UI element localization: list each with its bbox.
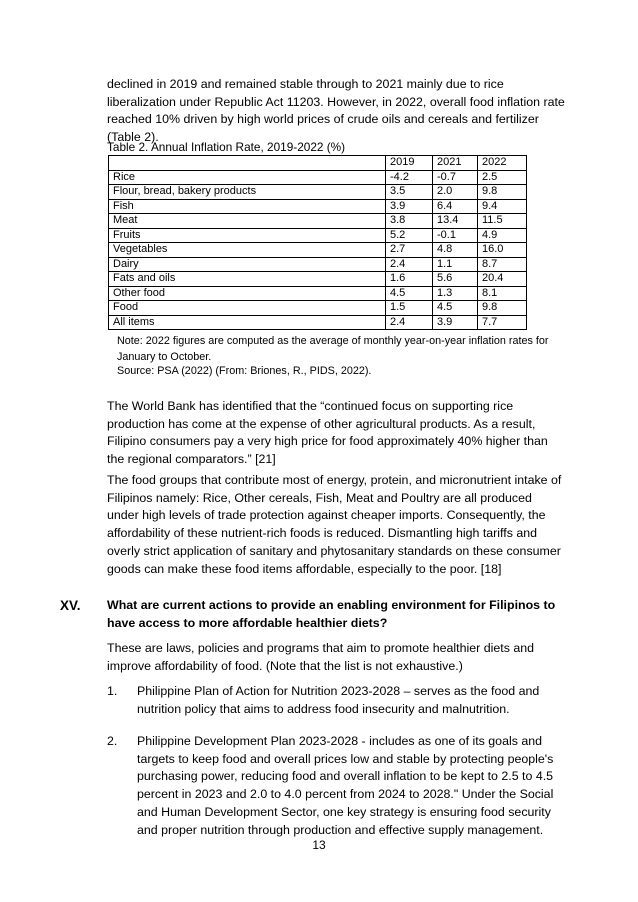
value-cell: 8.7 [478, 257, 527, 272]
list-item-number: 2. [107, 734, 118, 748]
table-row [109, 257, 527, 272]
category-cell: Other food [109, 286, 386, 301]
year-header: 2019 [386, 156, 433, 171]
table-row [109, 301, 527, 316]
value-cell: -0.7 [433, 170, 478, 185]
table-row [109, 170, 527, 185]
value-cell: 2.5 [478, 170, 527, 185]
value-cell: 13.4 [433, 214, 478, 229]
value-cell: 2.0 [433, 185, 478, 200]
table-header-row [109, 156, 527, 171]
value-cell: -4.2 [386, 170, 433, 185]
value-cell: 4.8 [433, 243, 478, 258]
page-number: 13 [312, 838, 326, 852]
year-header: 2021 [433, 156, 478, 171]
category-cell: Fruits [109, 228, 386, 243]
intro-paragraph: declined in 2019 and remained stable through to 2021 mainly due to rice liberalization under Republic Act 11203. However, in 2022, overall food inflation rate reached 10% driven by high world prices of crude oils and cereals and fertilizer (Table 2). [107, 77, 565, 145]
table-row [109, 228, 527, 243]
table-row [109, 243, 527, 258]
value-cell: 2.7 [386, 243, 433, 258]
value-cell: 1.3 [433, 286, 478, 301]
world-bank-paragraph: The World Bank has identified that the “continued focus on supporting rice production has come at the expense of other agricultural products. As a result, Filipino consumers pay a very high price for food approximately 40% higher than the regional comparators.” [21] [107, 399, 548, 467]
category-cell: Dairy [109, 257, 386, 272]
value-cell: 9.8 [478, 301, 527, 316]
table-row [109, 214, 527, 229]
table-row [109, 185, 527, 200]
value-cell: 5.6 [433, 272, 478, 287]
table-note: Note: 2022 figures are computed as the average of monthly year-on-year inflation rates for January to October. [117, 335, 549, 363]
value-cell: -0.1 [433, 228, 478, 243]
table-corner-cell [109, 156, 386, 171]
value-cell: 5.2 [386, 228, 433, 243]
value-cell: 3.5 [386, 185, 433, 200]
value-cell: 9.4 [478, 199, 527, 214]
table-caption: Table 2. Annual Inflation Rate, 2019-2022 (%) [107, 140, 346, 154]
food-groups-paragraph: The food groups that contribute most of energy, protein, and micronutrient intake of Filipinos namely: Rice, Other cereals, Fish, Meat and Poultry are all produced under high levels of trade protection against cheaper imports. Consequently, the affordability of these nutrient-rich foods is reduced. Dismantling high tariffs and overly strict application of sanitary and phytosanitary standards on these consumer goods can make these food items affordable, especially to the poor. [18] [107, 473, 562, 576]
table-source: Source: PSA (2022) (From: Briones, R., PIDS, 2022). [117, 365, 372, 377]
year-header: 2022 [478, 156, 527, 171]
table-row [109, 286, 527, 301]
category-cell: Rice [109, 170, 386, 185]
value-cell: 4.9 [478, 228, 527, 243]
value-cell: 9.8 [478, 185, 527, 200]
value-cell: 4.5 [433, 301, 478, 316]
table-row [109, 315, 527, 330]
value-cell: 4.5 [386, 286, 433, 301]
value-cell: 2.4 [386, 315, 433, 330]
value-cell: 1.5 [386, 301, 433, 316]
category-cell: Meat [109, 214, 386, 229]
value-cell: 7.7 [478, 315, 527, 330]
table-row [109, 199, 527, 214]
value-cell: 16.0 [478, 243, 527, 258]
value-cell: 6.4 [433, 199, 478, 214]
list-item: Philippine Plan of Action for Nutrition 2023-2028 – serves as the food and nutrition policy that aims to address food insecurity and malnutrition. [137, 684, 540, 716]
inflation-table [108, 155, 527, 330]
category-cell: Food [109, 301, 386, 316]
category-cell: Flour, bread, bakery products [109, 185, 386, 200]
category-cell: All items [109, 315, 386, 330]
list-item: Philippine Development Plan 2023-2028 - includes as one of its goals and targets to keep food and overall prices low and stable by protecting people's purchasing power, reducing food and overall inflation to be kept to 2.5 to 4.5 percent in 2023 and 2.0 to 4.0 percent from 2024 to 2028." Under the Social and Human Development Sector, one key strategy is ensuring food security and proper nutrition through production and effective supply management. [137, 734, 554, 837]
value-cell: 1.6 [386, 272, 433, 287]
value-cell: 8.1 [478, 286, 527, 301]
section-heading: What are current actions to provide an enabling environment for Filipinos to have access to more affordable healthier diets? [107, 598, 556, 630]
category-cell: Fats and oils [109, 272, 386, 287]
value-cell: 11.5 [478, 214, 527, 229]
value-cell: 20.4 [478, 272, 527, 287]
list-item-number: 1. [107, 684, 118, 698]
value-cell: 3.9 [433, 315, 478, 330]
category-cell: Fish [109, 199, 386, 214]
category-cell: Vegetables [109, 243, 386, 258]
value-cell: 3.8 [386, 214, 433, 229]
section-number: XV. [60, 598, 81, 613]
table-row [109, 272, 527, 287]
value-cell: 2.4 [386, 257, 433, 272]
value-cell: 3.9 [386, 199, 433, 214]
section-intro: These are laws, policies and programs that aim to promote healthier diets and improve affordability of food. (Note that the list is not exhaustive.) [107, 641, 535, 673]
value-cell: 1.1 [433, 257, 478, 272]
